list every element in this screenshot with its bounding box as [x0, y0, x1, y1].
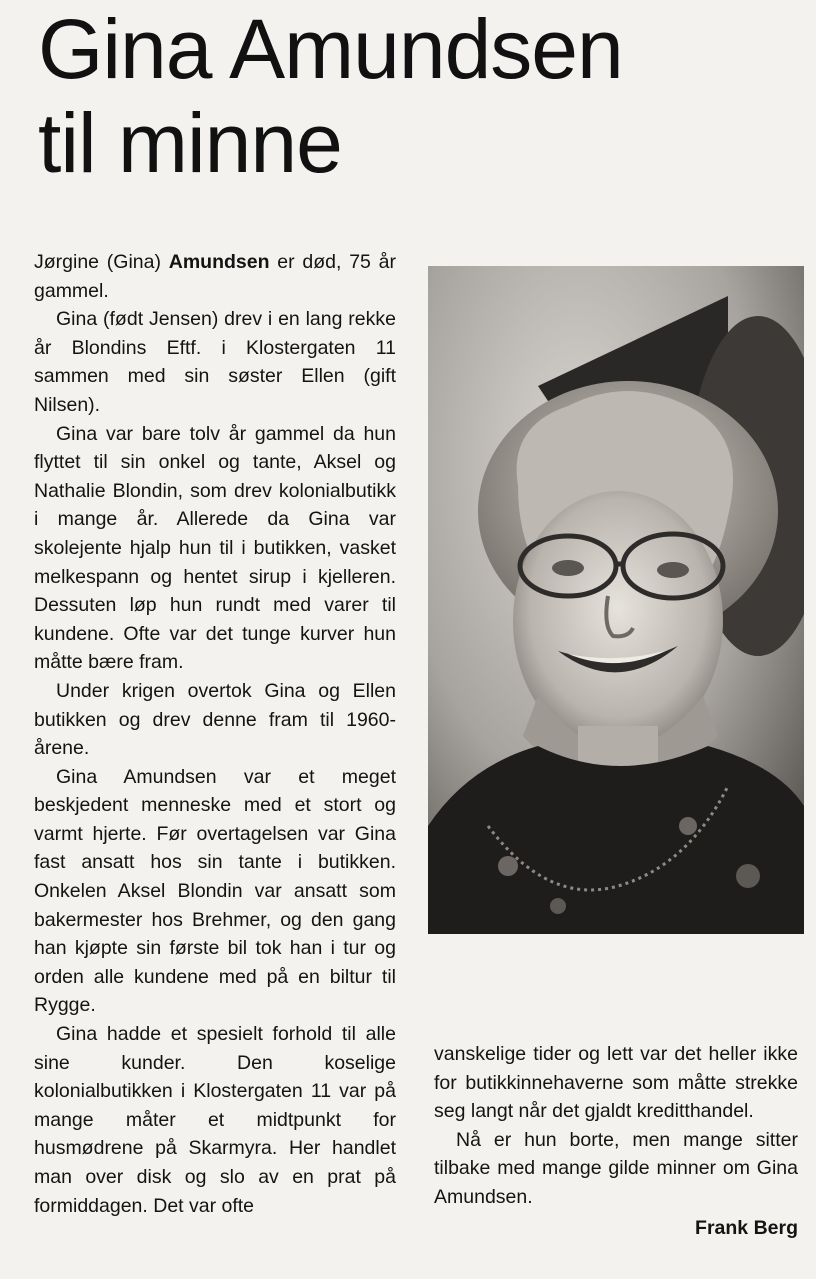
- article-column-right: [434, 1040, 798, 1242]
- paragraph-3: Under krigen overtok Gina og Ellen butikken og drev denne fram til 1960-årene.: [34, 679, 396, 760]
- paragraph-2: Gina var bare tolv år gammel da hun flyttet til sin onkel og tante, Aksel og Nathalie Blondin, som drev kolonialbutikk i mange år. Allerede da Gina var skolejente hjalp hun til i butikken, vasket melkespann og hentet sirup i kjelleren. Dessuten løp hun rundt med varer til kundene. Ofte var det tunge kurver hun måtte bære fram.: [34, 422, 396, 674]
- paragraph-5: Gina hadde et spesielt forhold til alle sine kunder. Den koselige kolonialbutikken i Klostergaten 11 var på mange måter et midtpunkt for husmødrene på Skarmyra. Her handlet man over disk og slo av en prat på formiddagen. Det var ofte: [34, 1023, 396, 1217]
- intro-paragraph: [34, 248, 396, 305]
- intro-before: Jørgine (Gina): [34, 251, 169, 273]
- paragraph-4: Gina Amundsen var et meget beskjedent menneske med et stort og varmt hjerte. Før overtagelsen var Gina fast ansatt hos sin tante i butikken. Onkelen Aksel Blondin var ansatt som bakermester hos Brehmer, og den gang han kjøpte sin første bil tok han i tur og orden alle kundene med på en biltur til Rygge.: [34, 765, 396, 1017]
- portrait-photo: [428, 266, 804, 934]
- author-signature: Frank Berg: [695, 1216, 798, 1239]
- headline-line-1: Gina Amundsen: [38, 2, 623, 96]
- headline-line-2: til minne: [38, 96, 342, 190]
- intro-surname: Amundsen: [168, 251, 270, 273]
- paragraph-1: Gina (født Jensen) drev i en lang rekke år Blondins Eftf. i Klostergaten 11 sammen med sin søster Ellen (gift Nilsen).: [34, 308, 396, 416]
- headline: [38, 2, 808, 190]
- portrait-illustration: [428, 266, 804, 934]
- intro-after: er død, 75 år gammel.: [34, 251, 396, 302]
- paragraph-6: vanskelige tider og lett var det heller ikke for butikkinnehaverne som måtte strekke seg langt når det gjaldt kreditthandel.: [434, 1043, 798, 1123]
- article-column-left: [34, 248, 396, 1220]
- paragraph-7: Nå er hun borte, men mange sitter tilbake med mange gilde minner om Gina Amundsen.: [434, 1128, 798, 1208]
